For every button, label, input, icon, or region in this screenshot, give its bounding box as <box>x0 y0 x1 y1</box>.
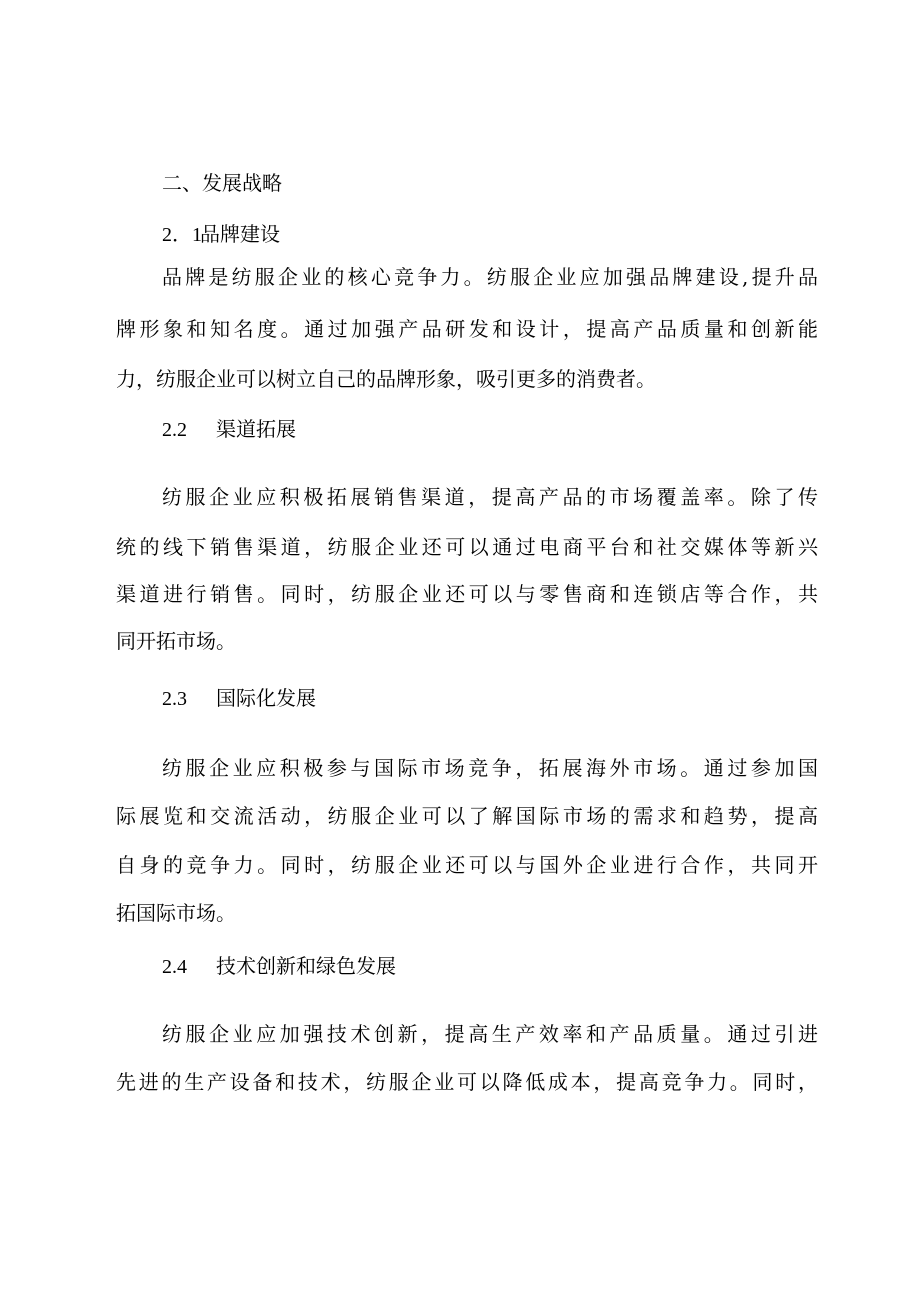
paragraph-line: 统的线下销售渠道，纺服企业还可以通过电商平台和社交媒体等新兴 <box>116 535 818 559</box>
subsection-title: 渠道拓展 <box>216 417 296 441</box>
subsection-heading-2-3 <box>162 685 316 712</box>
paragraph-line: 牌形象和知名度。通过加强产品研发和设计，提高产品质量和创新能 <box>116 317 818 341</box>
section-heading <box>162 170 282 196</box>
paragraph-line: 渠道进行销售。同时，纺服企业还可以与零售商和连锁店等合作，共 <box>116 582 818 606</box>
subsection-title: 国际化发展 <box>216 686 316 710</box>
subsection-number: 2.3 <box>162 688 187 710</box>
subsection-number: 2.2 <box>162 419 187 441</box>
paragraph-line: 纺服企业应积极参与国际市场竞争，拓展海外市场。通过参加国 <box>162 756 818 780</box>
subsection-number: 2.4 <box>162 956 187 978</box>
subsection-number: 2．1 <box>162 224 202 246</box>
paragraph-line: 际展览和交流活动，纺服企业可以了解国际市场的需求和趋势，提高 <box>116 804 818 828</box>
paragraph-line: 纺服企业应加强技术创新，提高生产效率和产品质量。通过引进 <box>162 1022 818 1046</box>
subsection-heading-2-1 <box>162 221 280 248</box>
paragraph-line: 力，纺服企业可以树立自己的品牌形象，吸引更多的消费者。 <box>116 367 656 391</box>
subsection-heading-2-2 <box>162 416 296 443</box>
paragraph-line: 自身的竞争力。同时，纺服企业还可以与国外企业进行合作，共同开 <box>116 853 818 877</box>
subsection-title: 技术创新和绿色发展 <box>216 954 396 978</box>
paragraph-line: 纺服企业应积极拓展销售渠道，提高产品的市场覆盖率。除了传 <box>162 485 818 509</box>
subsection-title: 品牌建设 <box>200 222 280 246</box>
paragraph-line: 拓国际市场。 <box>116 901 236 925</box>
paragraph-line: 先进的生产设备和技术，纺服企业可以降低成本，提高竞争力。同时， <box>116 1070 818 1094</box>
subsection-heading-2-4 <box>162 953 396 980</box>
paragraph-line: 同开拓市场。 <box>116 629 236 653</box>
section-title: 二、发展战略 <box>162 171 282 195</box>
paragraph-line: 品牌是纺服企业的核心竞争力。纺服企业应加强品牌建设,提升品 <box>162 265 818 289</box>
